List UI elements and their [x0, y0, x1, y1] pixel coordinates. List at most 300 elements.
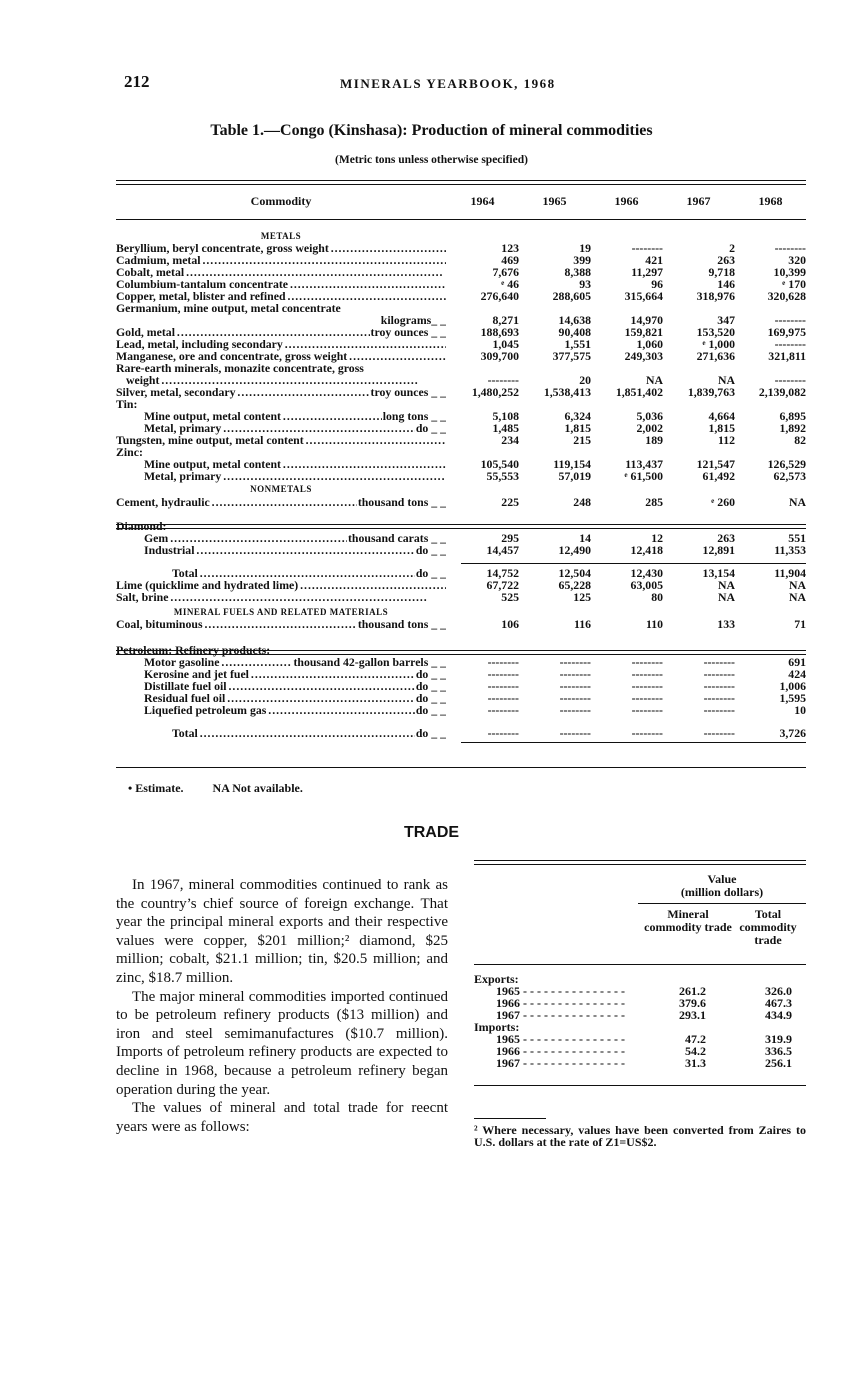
value-cell: 12,418 [630, 543, 663, 557]
value-cell: 4,664 [708, 409, 735, 423]
value-cell: 1,815 [564, 421, 591, 435]
commodity-name: Salt, brine [116, 592, 169, 604]
table-row [116, 619, 806, 631]
value-cell: 525 [501, 590, 519, 604]
trade-heading: TRADE [403, 824, 460, 841]
value-cell: -------- [631, 679, 663, 693]
imports-label: Imports: [474, 1020, 520, 1034]
import-year: 1966 - - - - - - - - - - - - - - - [496, 1044, 625, 1058]
commodity-name: Liquefied petroleum gas [144, 705, 267, 717]
value-cell: 14,970 [630, 313, 663, 327]
value-cell: 8,388 [564, 265, 591, 279]
commodity-name: Beryllium, beryl concentrate, gross weight [116, 243, 329, 255]
commodity-label [172, 728, 446, 740]
col-header-commodity: Commodity [250, 194, 312, 208]
value-cell: 133 [717, 617, 735, 631]
commodity-unit: do _ _ [415, 705, 446, 717]
value-cell: 11,297 [631, 265, 663, 279]
commodity-label [116, 267, 446, 279]
commodity-label [126, 375, 446, 387]
value-cell: 421 [645, 253, 663, 267]
value-cell: 1,538,413 [543, 385, 591, 399]
commodity-label [116, 447, 456, 459]
value-cell: 424 [788, 667, 806, 681]
table-row [116, 267, 806, 279]
table-rule [116, 524, 806, 529]
commodity-name: Lime (quicklime and hydrated lime) [116, 580, 299, 592]
value-cell: -------- [703, 655, 735, 669]
commodity-name: Tin: [116, 399, 138, 411]
commodity-name: Total [172, 568, 198, 580]
value-cell: -------- [774, 337, 806, 351]
value-cell: 551 [788, 531, 806, 545]
commodity-unit: do _ _ [415, 423, 446, 435]
trade-paragraph: In 1967, mineral commodities continued to rank as the country’s chief source of foreign exchange. That year the principal mineral exports and their respective values were copper, $201 million;² diamond, $25 million; cobalt, $21.1 million; tin, $20.5 million; and zinc, $18.7 million. [116, 877, 448, 986]
trade-paragraph: The major mineral commodities imported continued to be petroleum refinery products ($13 million) and iron and steel semimanufactures ($10.7 million). Imports of petroleum refinery products are expected to decline in 1968, because a petroleum refinery began operation during the year. [116, 988, 448, 1098]
value-cell: 263 [717, 253, 735, 267]
commodity-unit: do _ _ [415, 728, 446, 740]
value-cell: 63,005 [630, 578, 663, 592]
table-row [116, 705, 806, 717]
table-rule [116, 767, 806, 768]
commodity-label [116, 327, 446, 339]
table-rule [461, 742, 806, 743]
import-year: 1965 - - - - - - - - - - - - - - - [496, 1032, 625, 1046]
commodity-unit: thousand 42-gallon barrels _ _ [293, 657, 446, 669]
value-cell: 55,553 [486, 469, 519, 483]
commodity-name: Cobalt, metal [116, 267, 185, 279]
value-cell: 106 [501, 617, 519, 631]
commodity-unit: thousand tons _ _ [357, 497, 446, 509]
commodity-name: Rare-earth minerals, monazite concentrate, gross [116, 363, 364, 375]
value-cell: -------- [631, 241, 663, 255]
value-cell: NA [717, 578, 735, 592]
value-cell: -------- [703, 691, 735, 705]
value-cell: 320 [788, 253, 806, 267]
value-cell: 1,551 [564, 337, 591, 351]
commodity-name: Germanium, mine output, metal concentrate [116, 303, 341, 315]
value-cell: 248 [573, 495, 591, 509]
commodity-unit: troy ounces _ _ [370, 387, 446, 399]
table-row [116, 423, 806, 435]
commodity-unit: do _ _ [415, 545, 446, 557]
value-cell: 399 [573, 253, 591, 267]
value-cell: 153,520 [696, 325, 735, 339]
trade-text [116, 876, 448, 1136]
commodity-label [144, 471, 446, 483]
commodity-name: Residual fuel oil [144, 693, 226, 705]
value-cell: -------- [559, 679, 591, 693]
value-cell: 90,408 [558, 325, 591, 339]
import-total-value: 319.9 [765, 1032, 792, 1046]
commodity-name: Metal, primary [144, 423, 222, 435]
import-mineral-value: 47.2 [685, 1032, 706, 1046]
value-cell: 1,006 [779, 679, 806, 693]
export-total-value: 467.3 [765, 996, 792, 1010]
value-cell: 3,726 [779, 726, 806, 740]
value-cell: 14,752 [486, 566, 519, 580]
commodity-label [144, 411, 446, 423]
commodity-label [116, 580, 446, 592]
value-cell: 10 [794, 703, 806, 717]
value-unit: (million dollars) [680, 885, 764, 899]
value-cell: 82 [794, 433, 806, 447]
commodity-unit: do _ _ [415, 693, 446, 705]
value-cell: 1,851,402 [615, 385, 663, 399]
header-rule [116, 219, 806, 220]
value-cell: 12 [651, 531, 663, 545]
value-cell: 146 [717, 277, 735, 291]
value-cell: 96 [651, 277, 663, 291]
commodity-unit: do _ _ [415, 681, 446, 693]
table-row [116, 592, 806, 604]
value-cell: 1,839,763 [687, 385, 735, 399]
commodity-label [116, 619, 446, 631]
trade-header-rule [474, 964, 806, 965]
commodity-name: Tungsten, mine output, metal content [116, 435, 304, 447]
value-cell: 377,575 [552, 349, 591, 363]
value-cell: 12,504 [558, 566, 591, 580]
table-row [116, 303, 806, 315]
value-cell: 295 [501, 531, 519, 545]
trade-footnote: ² Where necessary, values have been converted from Zaires to U.S. dollars at the rate of Z1=US$2. [474, 1123, 806, 1149]
value-cell: -------- [487, 373, 519, 387]
value-cell: 288,605 [552, 289, 591, 303]
value-cell: 2,139,082 [758, 385, 806, 399]
commodity-name: Mine output, metal content [144, 459, 281, 471]
table-row [116, 693, 806, 705]
value-cell: 113,437 [625, 457, 663, 471]
value-cell: -------- [559, 703, 591, 717]
import-year: 1967 - - - - - - - - - - - - - - - [496, 1056, 625, 1070]
total-trade-header: Total commodity trade [739, 907, 797, 947]
section-heading: MINERAL FUELS AND RELATED MATERIALS [173, 607, 389, 617]
trade-paragraph: The values of mineral and total trade for reecnt years were as follows: [116, 1100, 448, 1135]
commodity-label [116, 387, 446, 399]
commodity-label [144, 693, 446, 705]
import-mineral-value: 54.2 [685, 1044, 706, 1058]
value-cell: 315,664 [624, 289, 663, 303]
commodity-label [116, 315, 446, 327]
value-cell: 12,490 [558, 543, 591, 557]
value-cell: NA [788, 578, 806, 592]
commodity-name: kilograms_ _ [380, 315, 446, 327]
table-footnotes [128, 781, 303, 796]
value-cell: -------- [631, 655, 663, 669]
commodity-name: Gold, metal [116, 327, 175, 339]
value-cell: 189 [645, 433, 663, 447]
value-cell: 320,628 [767, 289, 806, 303]
table-row [116, 728, 806, 740]
value-cell: -------- [487, 655, 519, 669]
value-cell: 318,976 [696, 289, 735, 303]
value-cell: 14,638 [558, 313, 591, 327]
commodity-label [172, 568, 446, 580]
table-row [116, 243, 806, 255]
value-cell: -------- [774, 373, 806, 387]
estimate-note: • Estimate. [128, 781, 184, 795]
table-row [116, 363, 806, 375]
value-cell: 119,154 [553, 457, 591, 471]
value-cell: ᵉ 61,500 [624, 469, 663, 483]
commodity-name: Copper, metal, blister and refined [116, 291, 286, 303]
table-row [116, 657, 806, 669]
value-cell: 93 [579, 277, 591, 291]
value-cell: -------- [559, 667, 591, 681]
table-row [116, 545, 806, 557]
mineral-trade-header: Mineral commodity trade [644, 907, 732, 934]
value-cell: 62,573 [773, 469, 806, 483]
value-cell: ᵉ 260 [711, 495, 735, 509]
table-row [116, 435, 806, 447]
value-cell: -------- [631, 726, 663, 740]
value-cell: 263 [717, 531, 735, 545]
table-row [116, 580, 806, 592]
value-cell: -------- [487, 691, 519, 705]
value-cell: 13,154 [702, 566, 735, 580]
commodity-name: Motor gasoline [144, 657, 220, 669]
value-cell: 225 [501, 495, 519, 509]
export-total-value: 326.0 [765, 984, 792, 998]
value-cell: 116 [573, 617, 591, 631]
value-cell: 159,821 [624, 325, 663, 339]
col-header-1964: 1964 [470, 194, 495, 208]
value-cell: -------- [487, 667, 519, 681]
value-cell: 11,904 [774, 566, 806, 580]
commodity-name: Industrial [144, 545, 195, 557]
value-cell: 126,529 [767, 457, 806, 471]
value-cell: 67,722 [486, 578, 519, 592]
value-cell: 1,815 [708, 421, 735, 435]
value-cell: 271,636 [696, 349, 735, 363]
value-cell: -------- [631, 667, 663, 681]
trade-bottom-rule [474, 1085, 806, 1086]
value-cell: 80 [651, 590, 663, 604]
value-cell: -------- [631, 691, 663, 705]
commodity-label [116, 497, 446, 509]
value-cell: -------- [487, 726, 519, 740]
value-cell: 20 [579, 373, 591, 387]
table-row [116, 681, 806, 693]
commodity-label [116, 399, 456, 411]
commodity-name: Cement, hydraulic [116, 497, 210, 509]
value-cell: 125 [573, 590, 591, 604]
value-cell: -------- [631, 703, 663, 717]
running-head: MINERALS YEARBOOK, 1968 [340, 76, 556, 91]
commodity-name: Mine output, metal content [144, 411, 281, 423]
commodity-name: Silver, metal, secondary [116, 387, 236, 399]
commodity-label [144, 669, 446, 681]
value-cell: 1,485 [492, 421, 519, 435]
commodity-name: Distillate fuel oil [144, 681, 227, 693]
value-cell: 9,718 [708, 265, 735, 279]
value-cell: NA [717, 590, 735, 604]
section-heading: METALS [260, 231, 302, 241]
value-cell: 169,975 [767, 325, 806, 339]
table-rule [461, 563, 806, 564]
value-header: Value [707, 872, 737, 886]
value-cell: NA [717, 373, 735, 387]
value-cell: 7,676 [492, 265, 519, 279]
table-row [116, 351, 806, 363]
value-cell: NA [788, 590, 806, 604]
section-heading: NONMETALS [250, 484, 312, 494]
commodity-unit: do _ _ [415, 669, 446, 681]
value-cell: 276,640 [480, 289, 519, 303]
na-note: NA Not available. [212, 781, 303, 795]
value-cell: 10,399 [773, 265, 806, 279]
commodity-unit: long tons _ _ [382, 411, 446, 423]
commodity-label [116, 303, 456, 315]
col-header-1967: 1967 [686, 194, 711, 208]
import-mineral-value: 31.3 [685, 1056, 706, 1070]
export-mineral-value: 261.2 [679, 984, 706, 998]
value-cell: 5,108 [492, 409, 519, 423]
commodity-name: Coal, bituminous [116, 619, 203, 631]
table-row [116, 568, 806, 580]
trade-table-top-rule [474, 860, 806, 865]
col-header-1968: 1968 [758, 194, 783, 208]
commodity-name: weight [126, 375, 160, 387]
page-number: 212 [124, 72, 150, 91]
value-cell: 65,228 [558, 578, 591, 592]
value-cell: 2,002 [636, 421, 663, 435]
export-year: 1966 - - - - - - - - - - - - - - - [496, 996, 625, 1010]
commodity-label [144, 705, 446, 717]
value-cell: 1,892 [779, 421, 806, 435]
value-cell: 6,324 [564, 409, 591, 423]
value-cell: 2 [729, 241, 735, 255]
col-header-1965: 1965 [542, 194, 567, 208]
commodity-label [144, 681, 446, 693]
commodity-name: Lead, metal, including secondary [116, 339, 283, 351]
value-cell: 5,036 [636, 409, 663, 423]
commodity-label [144, 533, 446, 545]
value-cell: 469 [501, 253, 519, 267]
table-row [116, 669, 806, 681]
value-cell: 309,700 [480, 349, 519, 363]
value-cell: 285 [645, 495, 663, 509]
value-rule [638, 903, 806, 904]
value-cell: 1,060 [636, 337, 663, 351]
commodity-label [116, 291, 446, 303]
value-cell: 11,353 [774, 543, 806, 557]
table-row [116, 399, 806, 411]
value-cell: 347 [717, 313, 735, 327]
value-cell: -------- [487, 703, 519, 717]
value-cell: 215 [573, 433, 591, 447]
import-total-value: 336.5 [765, 1044, 792, 1058]
table-row [116, 387, 806, 399]
export-total-value: 434.9 [765, 1008, 792, 1022]
value-cell: -------- [559, 726, 591, 740]
footnote-rule [474, 1118, 546, 1119]
value-cell: 71 [794, 617, 806, 631]
value-cell: 14,457 [486, 543, 519, 557]
commodity-label [116, 592, 446, 604]
value-cell: 1,480,252 [471, 385, 519, 399]
value-cell: -------- [703, 703, 735, 717]
commodity-label [144, 459, 446, 471]
value-cell: NA [788, 495, 806, 509]
export-year: 1965 - - - - - - - - - - - - - - - [496, 984, 625, 998]
value-cell: 57,019 [558, 469, 591, 483]
commodity-unit: troy ounces _ _ [370, 327, 446, 339]
value-cell: -------- [559, 655, 591, 669]
export-year: 1967 - - - - - - - - - - - - - - - [496, 1008, 625, 1022]
commodity-name: Metal, primary [144, 471, 222, 483]
value-cell: -------- [703, 679, 735, 693]
value-cell: -------- [487, 679, 519, 693]
value-cell: 112 [717, 433, 735, 447]
commodity-label [116, 351, 446, 363]
value-cell: -------- [774, 313, 806, 327]
table-row [116, 497, 806, 509]
commodity-unit: thousand carats _ _ [348, 533, 446, 545]
value-cell: 123 [501, 241, 519, 255]
value-cell: 19 [579, 241, 591, 255]
table-row [116, 471, 806, 483]
value-cell: 121,547 [696, 457, 735, 471]
commodity-label [116, 279, 446, 291]
commodity-name: Manganese, ore and concentrate, gross weight [116, 351, 348, 363]
value-cell: 249,303 [624, 349, 663, 363]
table-top-rule [116, 180, 806, 185]
commodity-name: Columbium-tantalum concentrate [116, 279, 289, 291]
value-cell: 188,693 [480, 325, 519, 339]
import-total-value: 256.1 [765, 1056, 792, 1070]
commodity-label [116, 339, 446, 351]
commodity-label [116, 243, 446, 255]
table-row [116, 291, 806, 303]
commodity-name: Gem [144, 533, 169, 545]
commodity-label [116, 363, 456, 375]
commodity-unit: do _ _ [415, 568, 446, 580]
value-cell: 321,811 [768, 349, 806, 363]
value-cell: -------- [559, 691, 591, 705]
commodity-label [116, 435, 446, 447]
value-cell: 8,271 [492, 313, 519, 327]
export-mineral-value: 379.6 [679, 996, 706, 1010]
col-header-1966: 1966 [614, 194, 639, 208]
value-cell: 12,430 [630, 566, 663, 580]
value-cell: 110 [645, 617, 663, 631]
value-cell: 105,540 [480, 457, 519, 471]
value-cell: 234 [501, 433, 519, 447]
value-cell: ᵉ 170 [782, 277, 806, 291]
value-cell: -------- [703, 726, 735, 740]
table-rule [116, 650, 806, 655]
value-cell: 12,891 [702, 543, 735, 557]
export-mineral-value: 293.1 [679, 1008, 706, 1022]
exports-label: Exports: [474, 972, 519, 986]
commodity-label [116, 255, 446, 267]
value-cell: 1,045 [492, 337, 519, 351]
commodity-name: Diamond: [116, 521, 167, 533]
commodity-name: Total [172, 728, 198, 740]
commodity-name: Zinc: [116, 447, 143, 459]
commodity-label [144, 545, 446, 557]
value-cell: NA [645, 373, 663, 387]
commodity-name: Cadmium, metal [116, 255, 201, 267]
commodity-name: Petroleum: Refinery products: [116, 645, 271, 657]
value-cell: 6,895 [779, 409, 806, 423]
commodity-label [144, 423, 446, 435]
value-cell: ᵉ 1,000 [702, 337, 735, 351]
commodity-name: Kerosine and jet fuel [144, 669, 249, 681]
value-cell: 1,595 [779, 691, 806, 705]
table-title: Table 1.—Congo (Kinshasa): Production of mineral commodities [210, 122, 653, 139]
